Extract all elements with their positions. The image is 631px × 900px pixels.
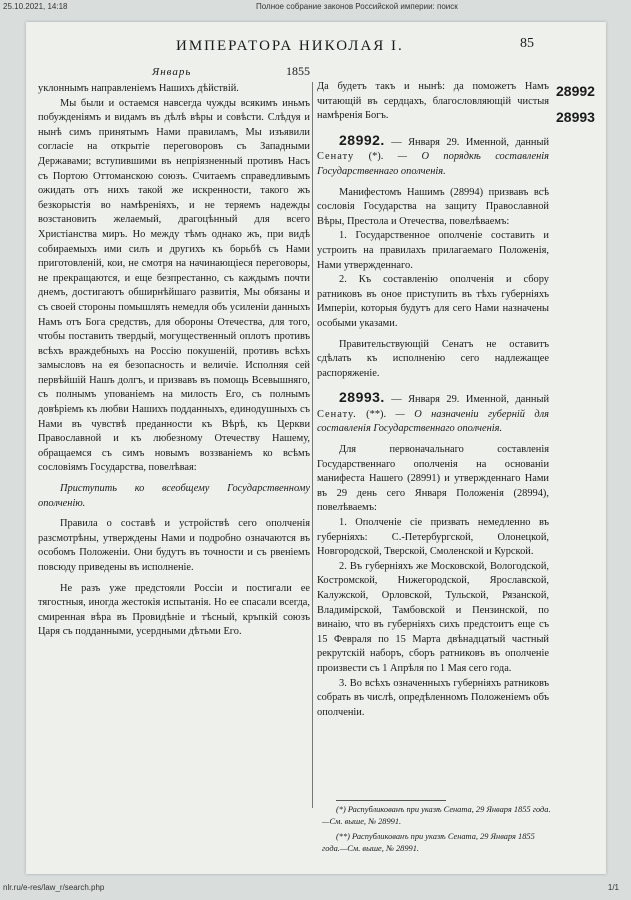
browser-header bbox=[0, 0, 631, 14]
page-count: 1/1 bbox=[607, 883, 619, 892]
print-timestamp: 25.10.2021, 14:18 bbox=[3, 2, 68, 11]
paragraph: Для первоначальнаго составленія Государственнаго ополченія на основаніи манифеста Нашего (28991) и утвержденнаго Нами въ 29 день сего Января Положенія (28994), повелѣваемъ: bbox=[317, 444, 549, 514]
left-column bbox=[38, 82, 310, 640]
law-recipient: Сенату. bbox=[317, 408, 357, 420]
footnote: (*) Распубликованъ при указѣ Сената, 29 Января 1855 года.—См. выше, № 28991. bbox=[322, 805, 551, 826]
margin-law-numbers bbox=[556, 78, 595, 130]
footnote: (**) Распубликованъ при указѣ Сената, 29 Января 1855 года.—См. выше, № 28991. bbox=[322, 832, 535, 853]
paragraph: Правила о составѣ и устройствѣ сего ополченія разсмотрѣны, утверждены Нами и подробно означаются въ особомъ Положеніи. Они будутъ въ точности и съ рвеніемъ повсюду приведены въ исполненіе. bbox=[38, 518, 310, 573]
law-heading-28993 bbox=[317, 390, 549, 437]
law-mark: (*). bbox=[368, 151, 384, 163]
footnotes bbox=[322, 804, 552, 858]
paragraph: Манифестомъ Нашимъ (28994) призвавъ всѣ сословія Государства на защиту Православной Вѣры, Престола и Отечества, повелѣваемъ: bbox=[317, 186, 549, 227]
paragraph: 2. Къ составленію ополченія и сбору ратниковъ въ оное приступить въ тѣхъ губерніяхъ Имперіи, которыя будутъ для сего Нами назначены особыми указами. bbox=[317, 274, 549, 329]
paragraph: Приступить ко всеобщему Государственному ополченію. bbox=[38, 483, 310, 509]
page-url: nlr.ru/e-res/law_r/search.php bbox=[3, 883, 105, 892]
footnote-rule bbox=[336, 800, 446, 801]
browser-footer bbox=[0, 881, 631, 895]
law-title: — О назначеніи губерній для составленія Государственнаго ополченія. bbox=[317, 408, 549, 435]
running-head: ИМПЕРАТОРА НИКОЛАЯ I. bbox=[176, 38, 404, 54]
year: 1855 bbox=[286, 64, 310, 78]
law-date: — Января 29. Именной, данный bbox=[391, 136, 549, 148]
margin-number: 28992 bbox=[556, 83, 595, 99]
right-column bbox=[317, 80, 549, 720]
paragraph: 1. Государственное ополченіе составить и устроить на правилахъ прилагаемаго Положенія, Нами утвержденнаго. bbox=[317, 230, 549, 271]
law-mark: (**). bbox=[366, 408, 387, 420]
paragraph: Не разъ уже предстояли Россіи и постигали ее тягостныя, иногда жестокія испытанія. Но ее спасали всегда, смиренная вѣра въ Провидѣніе и тѣсный, кръпкій союзъ Царя съ подданными, усердными дѣтьми Его. bbox=[38, 582, 310, 638]
margin-number: 28993 bbox=[556, 109, 595, 125]
law-heading-28992 bbox=[317, 133, 549, 180]
document-page bbox=[26, 22, 606, 874]
law-title: — О порядкѣ составленія Государственнаго ополченія. bbox=[317, 151, 549, 177]
paragraph: уклоннымъ направленіемъ Нашихъ дѣйствій. bbox=[38, 83, 239, 94]
column-divider bbox=[312, 82, 313, 808]
paragraph: Да будетъ такъ и нынѣ: да поможетъ Намъ читающій въ сердцахъ, благословляющій чистыя намѣренія Богъ. bbox=[317, 81, 549, 122]
paragraph: 3. Во всѣхъ означенныхъ губерніяхъ ратниковъ собрать въ числѣ, опредѣленномъ Положеніемъ объ ополченіи. bbox=[317, 677, 549, 718]
paragraph: Правительствующій Сенатъ не оставитъ сдѣлать къ исполненію сего надлежащее распоряженіе. bbox=[317, 338, 549, 379]
page-title: Полное собрание законов Российской империи: поиск bbox=[256, 2, 458, 11]
paragraph: Мы были и остаемся навсегда чужды всякимъ иньмъ побужденіямъ и видамъ въ дѣлѣ вѣры и совѣсти. Слѣдуя и нынѣ симъ принятымъ Нами правиламъ, Мы изъявили согласіе на открытіе переговоровъ съ Западными Державами; вступившими въ непріязненный противъ Насъ съ Портою Оттоманскою союзъ. Считаемъ справедливымъ ожидать отъ нихъ такой же искренности, такого жъ безкорыстія во намѣреніяхъ, и не теряемъ надежды возстановить желаемый, драгоцѣнный для всего Христіанства миръ. Но между тѣмъ однако жъ, при видѣ собираемыхъ ими силъ и другихъ къ борьбѣ съ Нами приготовленій, кои, не смотря на начинающіеся переговоры, не прекращаются, и еще безпрестанно, съ каждымъ почти днемъ, достигаютъ обширнѣйшаго развитія, Мы обязаны и съ своей стороны помышлять немедля объ усиленіи данныхъ Намъ отъ Бога средствъ, для обороны Отечества, для того, чтобы поставить твердый, могущественный оплотъ противъ всѣхъ враждебныхъ на Россію покушеній, противъ всѣхъ замысловъ на ея безопасность и величіе. Исполняя сей первѣйшій Нашъ долгъ, и призвавъ въ помощь Всевышняго, съ полнымъ упованіемъ на милость Его, съ полнымъ довѣріемъ къ любви Нашихъ подданныхъ, единодушныхъ съ Нами въ чувствѣ преданности къ Вѣрѣ, къ Церкви Православной и къ любезному Отечеству Нашему, обращаемся съ симъ новымъ воззваніемъ ко всѣмъ сословіямъ Государства, повелѣвая: bbox=[38, 97, 310, 474]
law-recipient: Сенату bbox=[317, 151, 355, 163]
paragraph: 1. Ополченіе сіе призвать немедленно въ губерніяхъ: С.-Петербургской, Олонецкой, Новгородской, Тверской, Смоленской и Курской. bbox=[317, 517, 549, 558]
page-number: 85 bbox=[520, 36, 534, 51]
month-left: Январь bbox=[152, 66, 192, 78]
law-number: 28992. bbox=[339, 131, 385, 148]
paragraph: 2. Въ губерніяхъ же Московской, Вологодской, Костромской, Нижегородской, Ярославской, Калужской, Орловской, Тульской, Рязанской, Владимірской, Тамбовской и Пензинской, по винаію, что въ губерніяхъ сихъ предстоитъ еще съ 15 Февраля по 15 Марта двѣнадцатый частный рекрутскій наборъ, сборъ ратниковъ въ ополченіе произвести съ 1 Апрѣля по 1 Мая сего года. bbox=[317, 560, 549, 674]
law-date: — Января 29. Именной, данный bbox=[391, 394, 549, 406]
law-number: 28993. bbox=[339, 389, 385, 406]
